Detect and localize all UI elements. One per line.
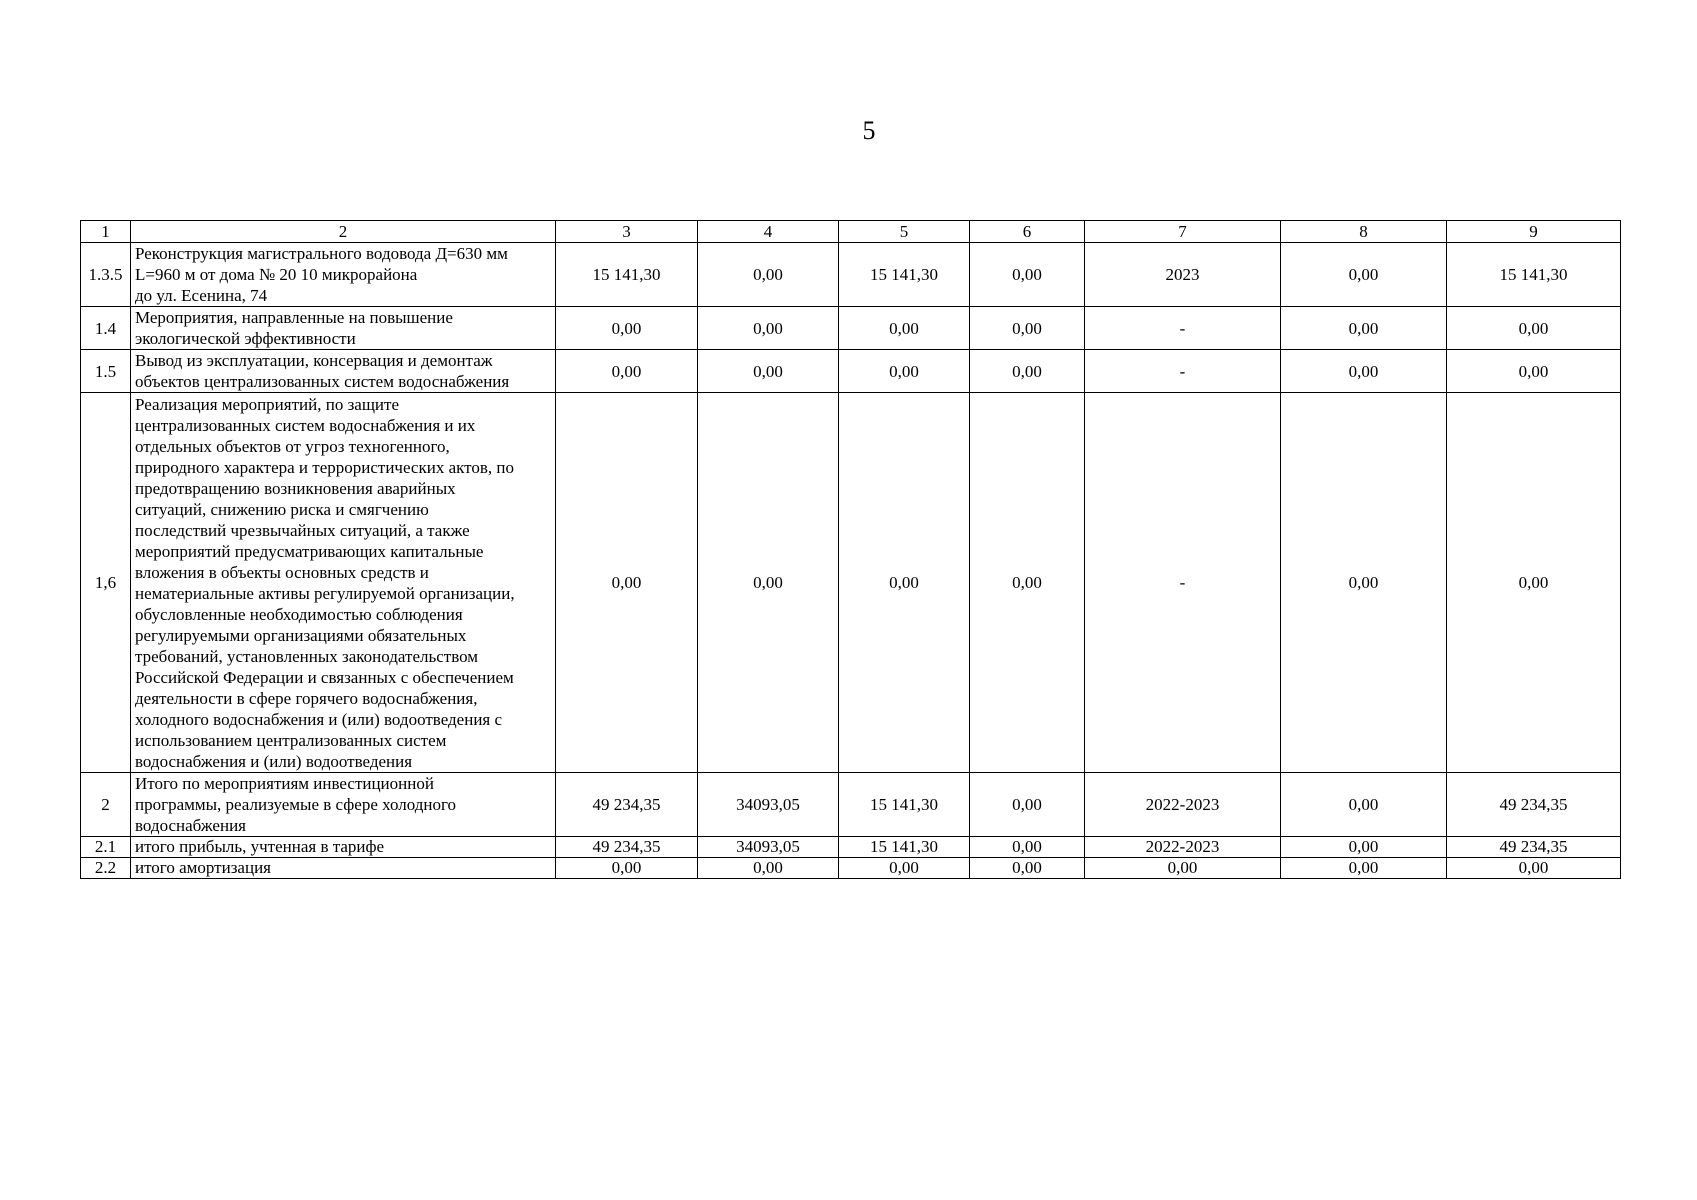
value-cell: 0,00 — [839, 350, 970, 393]
value-cell: 0,00 — [1281, 858, 1447, 879]
row-description: Реализация мероприятий, по защите централизованных систем водоснабжения и их отдельных объектов от угроз техногенного, природного характера и террористических актов, по предотвращению возникновения аварийных ситуаций, снижению риска и смягчению последствий чрезвычайных ситуаций, а также мероприятий предусматривающих капитальные вложения в объекты основных средств и нематериальные активы регулируемой организации, обусловленные необходимостью соблюдения регулируемыми организациями обязательных требований, установленных законодательством Российской Федерации и связанных с обеспечением деятельности в сфере горячего водоснабжения, холодного водоснабжения и (или) водоотведения с использованием централизованных систем водоснабжения и (или) водоотведения — [131, 393, 556, 773]
value-cell: 0,00 — [970, 243, 1085, 307]
row-number: 1.4 — [81, 307, 131, 350]
value-cell: 0,00 — [970, 858, 1085, 879]
value-cell: 0,00 — [1281, 307, 1447, 350]
table-row — [81, 858, 1621, 879]
investment-program-table — [80, 220, 1621, 879]
table-row — [81, 773, 1621, 837]
value-cell: 2022-2023 — [1085, 837, 1281, 858]
row-number: 2 — [81, 773, 131, 837]
value-cell: 0,00 — [698, 858, 839, 879]
value-cell: 15 141,30 — [839, 243, 970, 307]
value-cell: 34093,05 — [698, 837, 839, 858]
value-cell: 0,00 — [556, 350, 698, 393]
value-cell: 15 141,30 — [556, 243, 698, 307]
row-number: 1.5 — [81, 350, 131, 393]
row-description: итого прибыль, учтенная в тарифе — [131, 837, 556, 858]
column-number-cell: 7 — [1085, 221, 1281, 243]
value-cell: 0,00 — [839, 393, 970, 773]
value-cell: 0,00 — [839, 858, 970, 879]
value-cell: - — [1085, 393, 1281, 773]
value-cell: 0,00 — [1447, 393, 1621, 773]
page-number: 5 — [862, 116, 876, 145]
column-number-cell: 4 — [698, 221, 839, 243]
row-description: Вывод из эксплуатации, консервация и демонтаж объектов централизованных систем водоснабжения — [131, 350, 556, 393]
value-cell: 0,00 — [1447, 307, 1621, 350]
table-row — [81, 350, 1621, 393]
value-cell: 0,00 — [698, 243, 839, 307]
column-number-cell: 9 — [1447, 221, 1621, 243]
row-description: Реконструкция магистрального водовода Д=630 мм L=960 м от дома № 20 10 микрорайона до ул. Есенина, 74 — [131, 243, 556, 307]
table-row — [81, 243, 1621, 307]
value-cell: 15 141,30 — [1447, 243, 1621, 307]
value-cell: 49 234,35 — [1447, 837, 1621, 858]
column-number-cell: 3 — [556, 221, 698, 243]
row-number: 1,6 — [81, 393, 131, 773]
row-description: итого амортизация — [131, 858, 556, 879]
value-cell: 0,00 — [1281, 773, 1447, 837]
table-row — [81, 393, 1621, 773]
value-cell: 0,00 — [556, 393, 698, 773]
row-description: Итого по мероприятиям инвестиционной программы, реализуемые в сфере холодного водоснабжения — [131, 773, 556, 837]
value-cell: 0,00 — [698, 307, 839, 350]
value-cell: 49 234,35 — [556, 837, 698, 858]
value-cell: 15 141,30 — [839, 837, 970, 858]
value-cell: 34093,05 — [698, 773, 839, 837]
value-cell: 0,00 — [839, 307, 970, 350]
column-number-cell: 1 — [81, 221, 131, 243]
value-cell: - — [1085, 307, 1281, 350]
value-cell: 49 234,35 — [556, 773, 698, 837]
column-number-cell: 6 — [970, 221, 1085, 243]
value-cell: 0,00 — [556, 858, 698, 879]
value-cell: 0,00 — [1281, 350, 1447, 393]
value-cell: 0,00 — [970, 393, 1085, 773]
value-cell: 0,00 — [1085, 858, 1281, 879]
value-cell: 49 234,35 — [1447, 773, 1621, 837]
column-number-cell: 5 — [839, 221, 970, 243]
value-cell: 0,00 — [1281, 837, 1447, 858]
value-cell: 0,00 — [970, 307, 1085, 350]
row-number: 2.1 — [81, 837, 131, 858]
value-cell: 0,00 — [698, 393, 839, 773]
value-cell: - — [1085, 350, 1281, 393]
value-cell: 0,00 — [1281, 393, 1447, 773]
value-cell: 0,00 — [698, 350, 839, 393]
value-cell: 2022-2023 — [1085, 773, 1281, 837]
value-cell: 0,00 — [1447, 858, 1621, 879]
value-cell: 2023 — [1085, 243, 1281, 307]
value-cell: 0,00 — [1447, 350, 1621, 393]
value-cell: 0,00 — [970, 837, 1085, 858]
column-number-cell: 2 — [131, 221, 556, 243]
table-row — [81, 837, 1621, 858]
column-number-row — [81, 221, 1621, 243]
row-number: 1.3.5 — [81, 243, 131, 307]
column-number-cell: 8 — [1281, 221, 1447, 243]
value-cell: 0,00 — [970, 350, 1085, 393]
value-cell: 15 141,30 — [839, 773, 970, 837]
value-cell: 0,00 — [1281, 243, 1447, 307]
value-cell: 0,00 — [556, 307, 698, 350]
row-description: Мероприятия, направленные на повышение экологической эффективности — [131, 307, 556, 350]
row-number: 2.2 — [81, 858, 131, 879]
table-row — [81, 307, 1621, 350]
value-cell: 0,00 — [970, 773, 1085, 837]
